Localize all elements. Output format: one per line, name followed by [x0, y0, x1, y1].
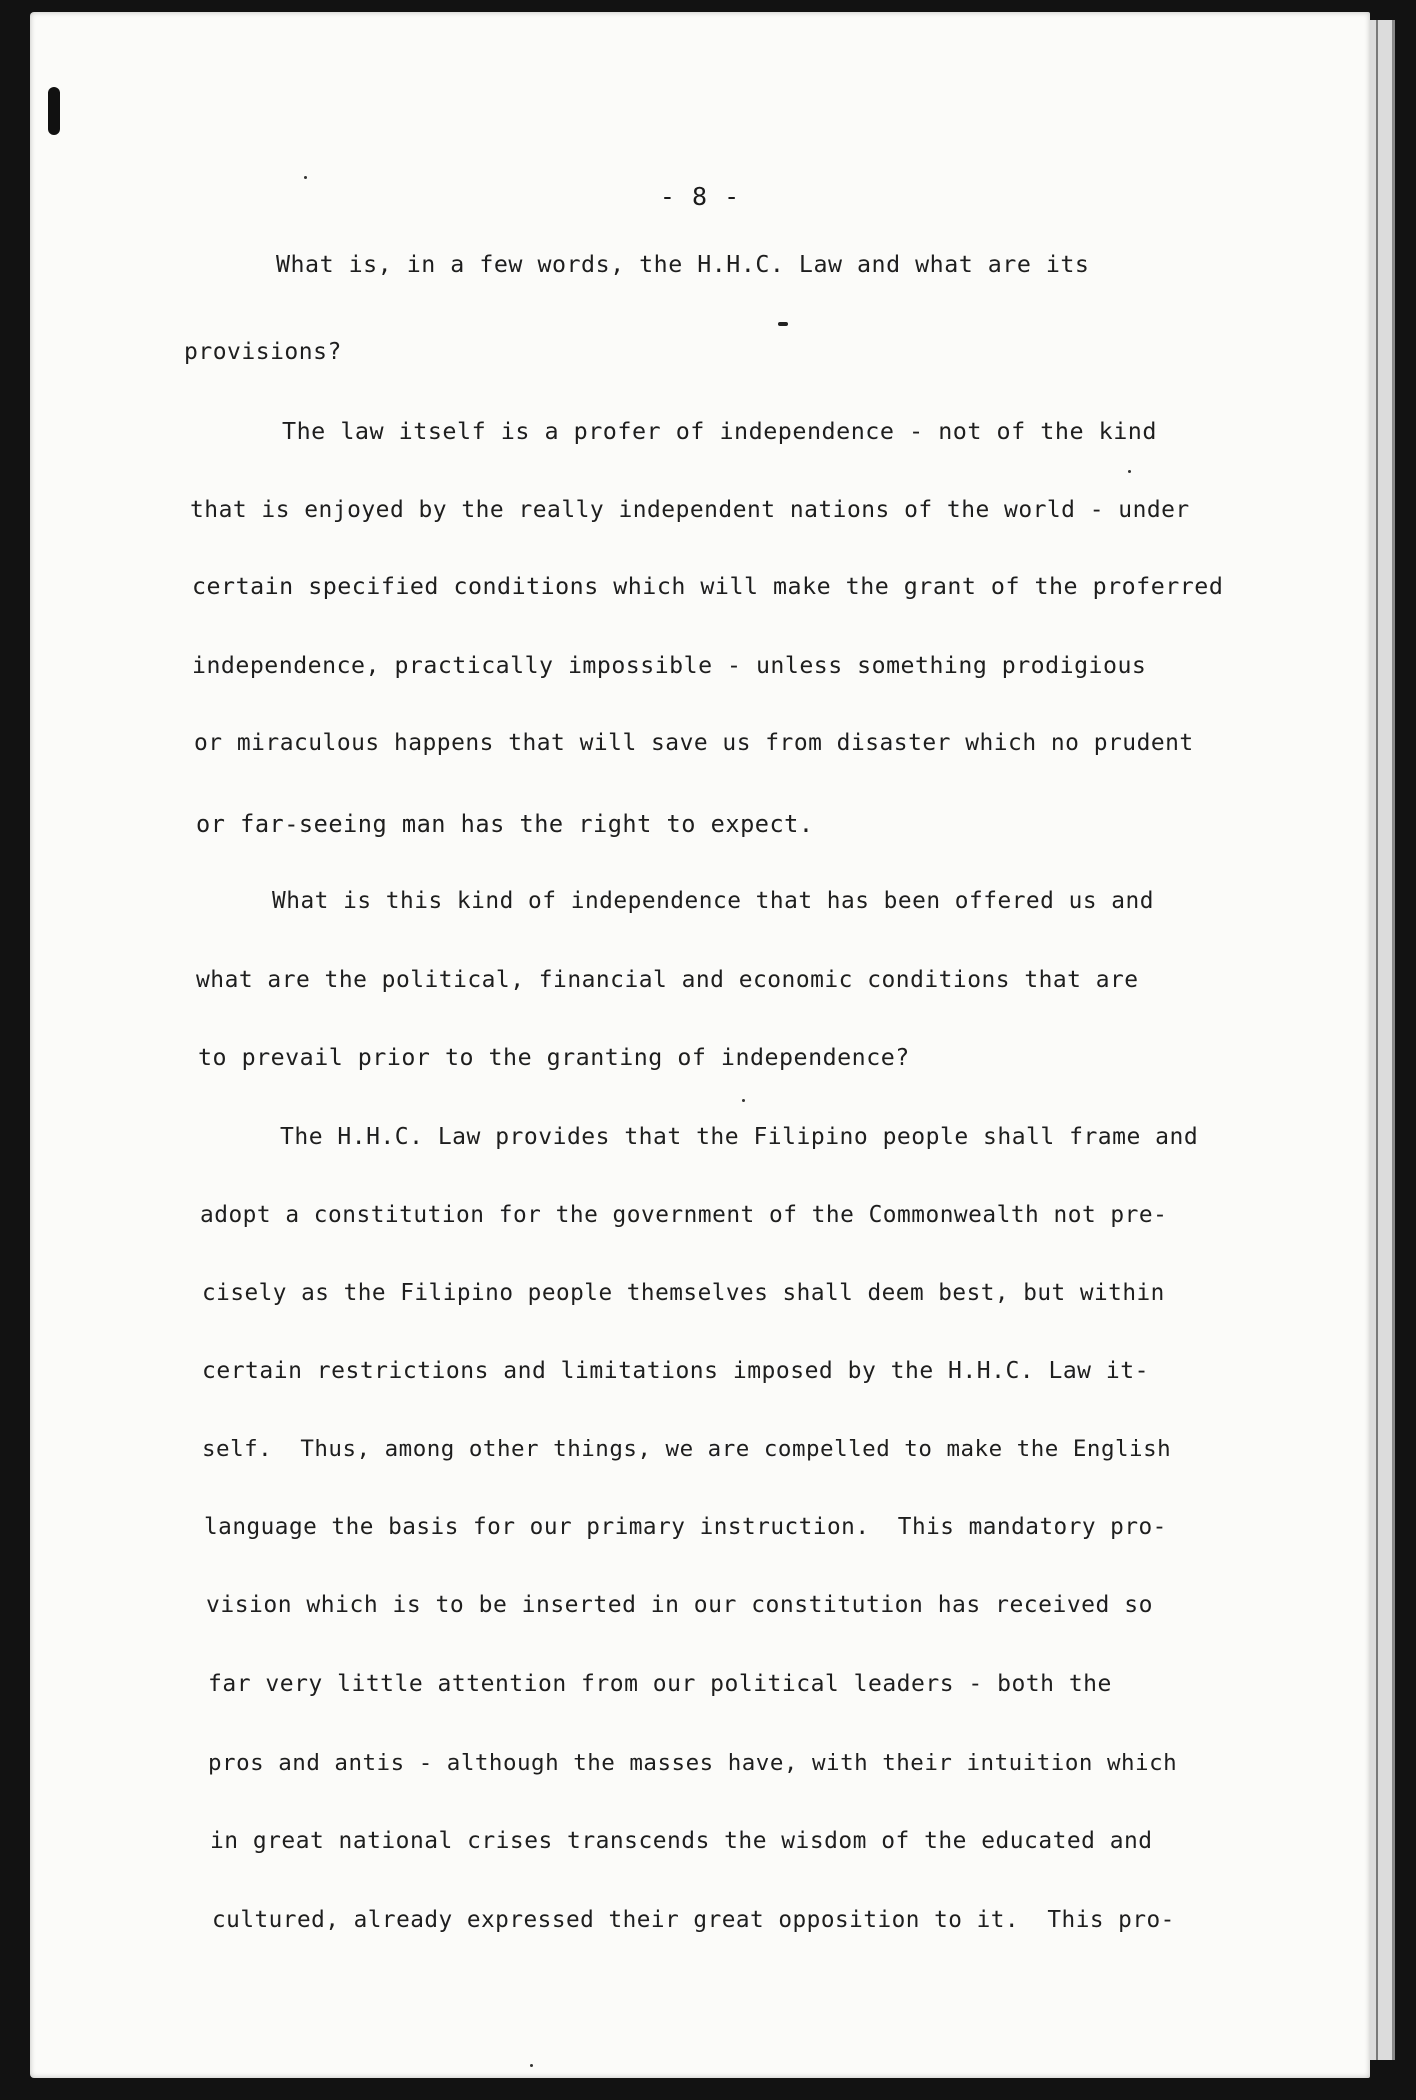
- text-line: self. Thus, among other things, we are compelled to make the English: [202, 1436, 1172, 1462]
- text-line: or miraculous happens that will save us from disaster which no prudent: [194, 730, 1194, 756]
- page-number: - 8 -: [659, 182, 741, 211]
- text-line: certain specified conditions which will make the grant of the proferred: [192, 573, 1224, 600]
- text-line: vision which is to be inserted in our constitution has received so: [206, 1592, 1153, 1618]
- text-line: that is enjoyed by the really independent nations of the world - under: [190, 497, 1190, 523]
- text-line: far very little attention from our political leaders - both the: [208, 1671, 1112, 1697]
- text-line: or far-seeing man has the right to expect.: [196, 810, 814, 838]
- text-line: The H.H.C. Law provides that the Filipino people shall frame and: [280, 1124, 1199, 1150]
- text-line: What is this kind of independence that has been offered us and: [272, 888, 1154, 914]
- ink-speck: [530, 2064, 533, 2067]
- text-line: What is, in a few words, the H.H.C. Law and what are its: [276, 251, 1090, 278]
- text-line: what are the political, financial and economic conditions that are: [196, 967, 1139, 993]
- text-line: adopt a constitution for the government of the Commonwealth not pre-: [200, 1202, 1168, 1228]
- text-line: certain restrictions and limitations imposed by the H.H.C. Law it-: [202, 1358, 1149, 1384]
- text-line: cultured, already expressed their great opposition to it. This pro-: [212, 1907, 1175, 1933]
- ink-speck: [1128, 470, 1131, 473]
- text-line: provisions?: [184, 339, 342, 365]
- text-line: language the basis for our primary instruction. This mandatory pro-: [204, 1514, 1167, 1540]
- text-line: The law itself is a profer of independence - not of the kind: [282, 417, 1157, 445]
- ink-speck: [742, 1099, 745, 1102]
- ink-speck: [778, 322, 788, 326]
- text-line: in great national crises transcends the wisdom of the educated and: [210, 1828, 1153, 1854]
- text-line: pros and antis - although the masses have, with their intuition which: [208, 1750, 1178, 1776]
- typewritten-page: [30, 12, 1370, 2078]
- text-line: cisely as the Filipino people themselves shall deem best, but within: [202, 1280, 1165, 1306]
- binder-hole-mark: [48, 87, 60, 135]
- text-line: to prevail prior to the granting of independence?: [198, 1044, 910, 1071]
- text-line: independence, practically impossible - unless something prodigious: [192, 652, 1147, 679]
- ink-speck: [304, 176, 307, 179]
